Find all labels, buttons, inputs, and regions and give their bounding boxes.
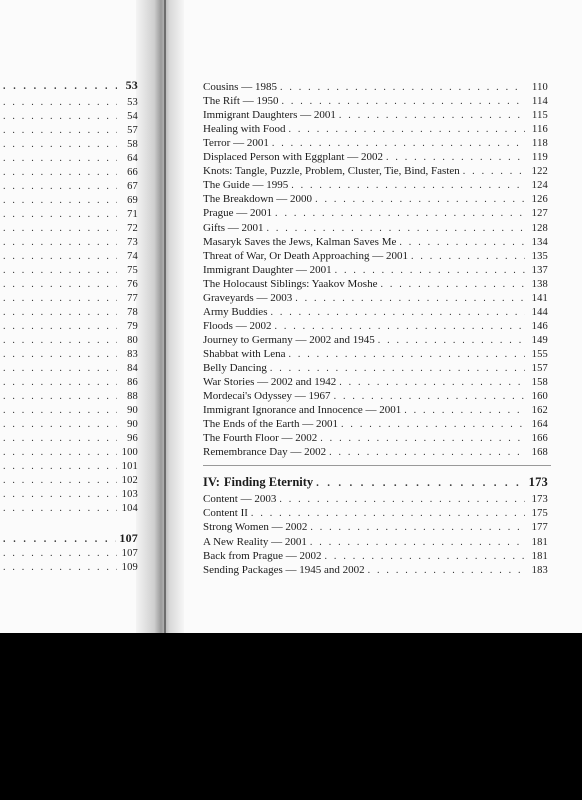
toc-row <box>203 249 548 263</box>
toc-entry-title: Knots: Tangle, Puzzle, Problem, Cluster, Tie, Bind, Fasten <box>203 165 460 178</box>
leader-dots <box>463 165 525 179</box>
toc-entry-title: Terror — 2001 <box>203 137 269 150</box>
page-number: 118 <box>532 138 548 150</box>
page-number: 160 <box>531 391 548 403</box>
toc-row <box>0 180 148 194</box>
toc-row <box>0 96 148 110</box>
toc-entry-title: Army Buddies <box>203 305 268 318</box>
leader-dots <box>3 547 117 561</box>
toc-row <box>203 389 548 403</box>
page-number: 168 <box>531 447 548 459</box>
toc-row <box>0 292 148 306</box>
leader-dots <box>3 334 117 348</box>
page-number: 146 <box>531 320 548 332</box>
toc-entry-title: Displaced Person with Eggplant — 2002 <box>203 151 383 164</box>
page-number: 107 <box>121 548 138 559</box>
toc-row <box>203 235 548 249</box>
toc-row <box>0 306 148 320</box>
toc-row <box>0 152 148 166</box>
page-number: 107 <box>119 531 138 545</box>
toc-row <box>203 506 548 520</box>
toc-row <box>203 417 548 431</box>
leader-dots <box>3 418 117 432</box>
toc-row <box>203 375 548 389</box>
leader-dots <box>270 362 525 376</box>
leader-dots <box>3 404 117 418</box>
toc-row <box>203 178 548 192</box>
page-number: 127 <box>531 208 548 220</box>
leader-dots <box>320 432 525 446</box>
leader-dots <box>3 110 117 124</box>
leader-dots <box>267 222 526 236</box>
toc-row <box>203 520 548 534</box>
toc-entry-title: The Breakdown — 2000 <box>203 193 313 206</box>
leader-dots <box>3 460 117 474</box>
leader-dots <box>3 166 117 180</box>
toc-row <box>0 110 148 124</box>
toc-row <box>0 488 148 502</box>
toc-entry-title: Immigrant Daughters — 2001 <box>203 109 336 122</box>
toc-row <box>0 531 148 545</box>
page-number: 175 <box>531 508 548 520</box>
toc-entry-title: The Holocaust Siblings: Yaakov Moshe <box>203 277 378 290</box>
leader-dots <box>341 418 525 432</box>
leader-dots <box>3 446 117 460</box>
toc-row <box>0 264 148 278</box>
leader-dots <box>3 194 117 208</box>
leader-dots <box>3 250 117 264</box>
page-number: 66 <box>127 167 138 178</box>
toc-row <box>203 122 548 136</box>
toc-row <box>203 263 548 277</box>
leader-dots <box>3 80 117 94</box>
toc-row <box>0 250 148 264</box>
leader-dots <box>3 348 117 362</box>
page-number: 144 <box>531 306 548 318</box>
leader-dots <box>315 193 525 207</box>
page-number: 157 <box>531 363 548 374</box>
page-number: 155 <box>531 348 548 360</box>
toc-row <box>203 150 548 164</box>
toc-row <box>203 333 548 347</box>
toc-row <box>203 206 548 220</box>
toc-row <box>203 136 548 150</box>
toc-entry-title: Masaryk Saves the Jews, Kalman Saves Me <box>203 235 397 248</box>
toc-row <box>0 334 148 348</box>
toc-row <box>0 320 148 334</box>
toc-row <box>203 192 548 206</box>
page-number: 90 <box>127 419 138 430</box>
leader-dots <box>279 493 525 507</box>
toc-row <box>203 94 548 108</box>
toc-row <box>203 291 548 305</box>
leader-dots <box>272 137 525 151</box>
leader-dots <box>339 109 525 123</box>
page-number: 54 <box>127 111 138 122</box>
page-number: 67 <box>127 181 138 192</box>
section-page-number: 173 <box>528 475 548 489</box>
leader-dots <box>3 474 117 488</box>
page-number: 53 <box>125 78 138 92</box>
toc-row <box>203 347 548 361</box>
page-number: 119 <box>532 152 548 164</box>
page-number: 103 <box>121 489 138 500</box>
leader-dots <box>3 376 117 390</box>
page-number: 115 <box>532 110 548 122</box>
toc-row <box>0 208 148 222</box>
toc-entry-title: Remembrance Day — 2002 <box>203 446 327 459</box>
leader-dots <box>3 208 117 222</box>
toc-entry-title: Mordecai's Odyssey — 1967 <box>203 390 331 403</box>
leader-dots <box>329 446 525 460</box>
page-number: 110 <box>532 82 548 93</box>
page-number: 164 <box>531 419 548 431</box>
page-number: 181 <box>531 550 548 562</box>
toc-row <box>203 319 548 333</box>
toc-entry-title: A New Reality — 2001 <box>203 535 307 548</box>
page-number: 53 <box>127 97 138 108</box>
leader-dots <box>3 432 117 446</box>
toc-entry-title: War Stories — 2002 and 1942 <box>203 376 337 389</box>
leader-dots <box>289 123 526 137</box>
leader-dots <box>334 390 525 404</box>
page-number: 104 <box>121 503 138 514</box>
leader-dots <box>3 306 117 320</box>
leader-dots <box>3 320 117 334</box>
leader-dots <box>380 278 525 292</box>
toc-row <box>0 561 148 575</box>
page-number: 57 <box>127 125 138 136</box>
toc-entry-title: Immigrant Ignorance and Innocence — 2001 <box>203 404 402 417</box>
page-number: 149 <box>531 334 548 346</box>
toc-entry-title: Shabbat with Lena <box>203 347 286 360</box>
toc-row <box>203 403 548 417</box>
leader-dots <box>3 362 117 376</box>
leader-dots <box>3 124 117 138</box>
toc-entry-title: The Ends of the Earth — 2001 <box>203 418 339 431</box>
toc-entry-title: Journey to Germany — 2002 and 1945 <box>203 333 375 346</box>
page-number: 177 <box>531 522 548 534</box>
page-number: 101 <box>121 461 138 472</box>
page-number: 88 <box>127 391 138 402</box>
page-number: 183 <box>531 565 548 576</box>
toc-row <box>0 474 148 488</box>
leader-dots <box>411 250 525 264</box>
page-number: 128 <box>531 222 548 234</box>
page-number: 75 <box>127 265 138 276</box>
page-number: 137 <box>531 264 548 276</box>
toc-row <box>203 431 548 445</box>
toc-entry-title: The Fourth Floor — 2002 <box>203 432 318 445</box>
page-number: 84 <box>127 363 138 374</box>
toc-entry-title: Cousins — 1985 <box>203 81 277 93</box>
leader-dots <box>3 222 117 236</box>
page-number: 72 <box>127 223 138 234</box>
toc-row <box>0 390 148 404</box>
toc-row <box>203 108 548 122</box>
leader-dots <box>310 521 525 535</box>
page-number: 74 <box>127 251 138 262</box>
page-number: 166 <box>531 433 548 445</box>
leader-dots <box>3 390 117 404</box>
leader-dots <box>251 507 525 521</box>
toc-row <box>0 222 148 236</box>
page-number: 181 <box>531 536 548 548</box>
page-number: 64 <box>127 153 138 164</box>
leader-dots <box>275 207 525 221</box>
leader-dots <box>3 561 117 575</box>
leader-dots <box>378 334 525 348</box>
leader-dots <box>339 376 525 390</box>
leader-dots <box>280 81 525 95</box>
leader-dots <box>3 138 117 152</box>
leader-dots <box>3 533 116 547</box>
page-number: 90 <box>127 405 138 416</box>
toc-entry-title: Sending Packages — 1945 and 2002 <box>203 564 365 576</box>
leader-dots <box>3 264 117 278</box>
toc-row <box>203 549 548 563</box>
toc-row <box>0 418 148 432</box>
page-number: 69 <box>127 195 138 206</box>
section-title: Finding Eternity <box>223 475 314 489</box>
toc-entry-title: Prague — 2001 <box>203 207 273 220</box>
leader-dots <box>281 95 525 109</box>
leader-dots <box>386 151 525 165</box>
toc-entry-title: Content II <box>203 507 248 520</box>
toc-row <box>0 376 148 390</box>
toc-row <box>0 138 148 152</box>
leader-dots <box>368 564 525 578</box>
leader-dots <box>310 536 525 550</box>
toc-entry-title: Belly Dancing <box>203 362 267 374</box>
page-number: 162 <box>531 405 548 417</box>
toc-entry-title: Back from Prague — 2002 <box>203 549 322 562</box>
toc-row <box>203 164 548 178</box>
page-number: 138 <box>531 278 548 290</box>
toc-entry-title: Threat of War, Or Death Approaching — 2001 <box>203 249 408 262</box>
page-number: 102 <box>121 475 138 486</box>
page-number: 100 <box>121 447 138 458</box>
toc-row <box>0 446 148 460</box>
toc-row <box>0 547 148 561</box>
leader-dots <box>3 278 117 292</box>
leader-dots <box>3 152 117 166</box>
section-divider <box>203 465 551 466</box>
page-number: 141 <box>531 292 548 304</box>
leader-dots <box>291 179 525 193</box>
toc-row <box>0 348 148 362</box>
page-number: 79 <box>127 321 138 332</box>
toc-entry-title: Immigrant Daughter — 2001 <box>203 263 332 276</box>
toc-entry-title: Gifts — 2001 <box>203 221 264 234</box>
toc-row <box>0 78 148 92</box>
leader-dots <box>274 320 525 334</box>
page-number: 109 <box>121 562 138 573</box>
page-number: 78 <box>127 307 138 318</box>
toc-entry-title: Floods — 2002 <box>203 319 272 332</box>
toc-row <box>203 492 548 506</box>
page-number: 76 <box>127 279 138 290</box>
leader-dots <box>404 404 525 418</box>
leader-dots <box>3 180 117 194</box>
toc-row <box>203 80 548 94</box>
page-number: 134 <box>531 236 548 248</box>
toc-entry-title: Content — 2003 <box>203 493 277 505</box>
page-number: 116 <box>532 124 548 136</box>
page-number: 135 <box>531 250 548 262</box>
page-number: 124 <box>531 180 548 192</box>
leader-dots <box>325 550 525 564</box>
toc-entry-title: The Guide — 1995 <box>203 179 289 192</box>
leader-dots <box>3 502 117 516</box>
toc-entry-title: Graveyards — 2003 <box>203 291 293 304</box>
toc-row <box>0 404 148 418</box>
page-number: 122 <box>531 166 548 178</box>
page-number: 126 <box>531 194 548 206</box>
leader-dots <box>3 96 117 110</box>
leader-dots <box>3 488 117 502</box>
leader-dots <box>270 306 525 320</box>
page-number: 173 <box>531 494 548 505</box>
toc-row <box>0 236 148 250</box>
page-number: 114 <box>532 96 548 108</box>
page-number: 77 <box>127 293 138 304</box>
page-number: 86 <box>127 377 138 388</box>
leader-dots <box>3 292 117 306</box>
toc-row <box>203 305 548 319</box>
page-number: 83 <box>127 349 138 360</box>
page-number: 73 <box>127 237 138 248</box>
page-number: 96 <box>127 433 138 444</box>
toc-row <box>203 445 548 459</box>
toc-row <box>203 563 548 577</box>
toc-row <box>203 361 548 375</box>
page-number: 58 <box>127 139 138 150</box>
toc-entry-title: Strong Women — 2002 <box>203 521 308 534</box>
leader-dots <box>335 264 525 278</box>
page-number: 80 <box>127 335 138 346</box>
leader-dots <box>316 475 525 491</box>
toc-entry-title: The Rift — 1950 <box>203 95 279 108</box>
page-number: 71 <box>127 209 138 220</box>
gutter-shadow-line <box>164 0 166 633</box>
toc-entry-title: Healing with Food <box>203 123 286 136</box>
leader-dots <box>288 348 525 362</box>
toc-row <box>0 194 148 208</box>
toc-row <box>0 502 148 516</box>
toc-row <box>0 278 148 292</box>
leader-dots <box>399 236 525 250</box>
toc-row <box>0 166 148 180</box>
toc-row <box>0 460 148 474</box>
section-number: IV: <box>203 475 220 489</box>
toc-row <box>0 124 148 138</box>
toc-row <box>0 362 148 376</box>
section-heading <box>203 474 548 490</box>
toc-row <box>203 535 548 549</box>
page-number: 158 <box>531 377 548 389</box>
leader-dots <box>295 292 525 306</box>
toc-row <box>203 221 548 235</box>
leader-dots <box>3 236 117 250</box>
toc-row <box>0 432 148 446</box>
toc-row <box>203 277 548 291</box>
